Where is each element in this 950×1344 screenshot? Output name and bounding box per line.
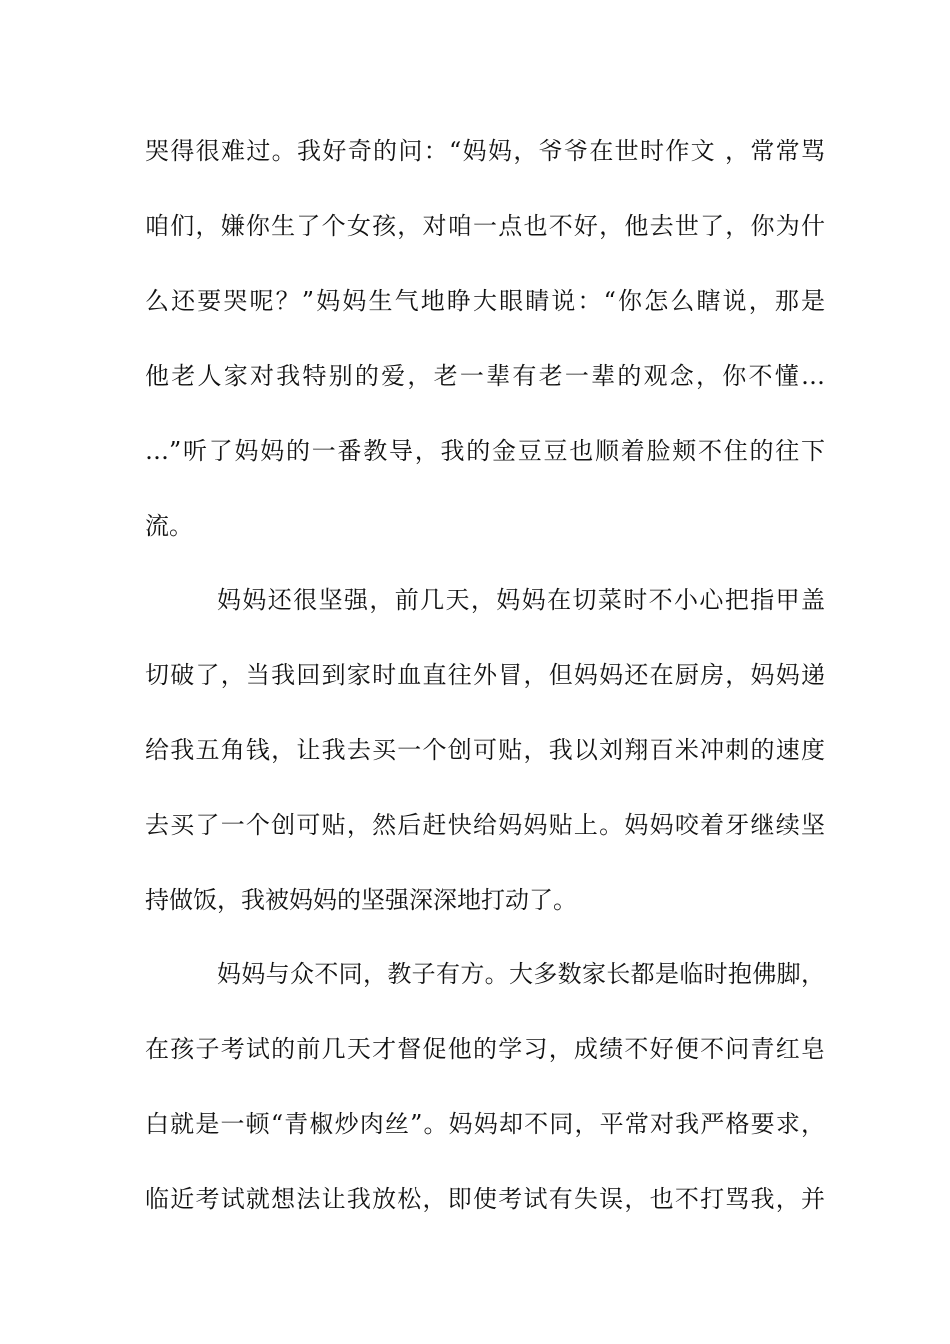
paragraph-first-line: 妈妈与众不同，教子有方。大多数家长都是临时抱佛脚，	[217, 960, 825, 988]
text-line: 在孩子考试的前几天才督促他的学习，成绩不好便不问青红皂	[145, 1035, 825, 1063]
text-line: 去买了一个创可贴，然后赶快给妈妈贴上。妈妈咬着牙继续坚	[145, 811, 825, 839]
text-line: 他老人家对我特别的爱，老一辈有老一辈的观念，你不懂…	[145, 362, 825, 390]
text-line: 咱们，嫌你生了个女孩，对咱一点也不好，他去世了，你为什	[145, 212, 825, 240]
text-line: …”听了妈妈的一番教导，我的金豆豆也顺着脸颊不住的往下	[145, 437, 825, 465]
text-line: 持做饭，我被妈妈的坚强深深地打动了。	[145, 886, 577, 914]
text-line: 切破了，当我回到家时血直往外冒，但妈妈还在厨房，妈妈递	[145, 661, 825, 689]
text-line: 给我五角钱，让我去买一个创可贴，我以刘翔百米冲刺的速度	[145, 736, 825, 764]
paragraph-first-line: 妈妈还很坚强，前几天，妈妈在切菜时不小心把指甲盖	[217, 586, 825, 614]
text-line: 临近考试就想法让我放松，即使考试有失误，也不打骂我，并	[145, 1185, 825, 1213]
text-line: 白就是一顿“青椒炒肉丝”。妈妈却不同，平常对我严格要求，	[145, 1110, 825, 1138]
text-line: 流。	[145, 512, 193, 540]
text-line: 么还要哭呢？”妈妈生气地睁大眼睛说：“你怎么瞎说，那是	[145, 287, 825, 315]
text-line: 哭得很难过。我好奇的问：“妈妈，爷爷在世时作文 ，常常骂	[145, 137, 825, 165]
